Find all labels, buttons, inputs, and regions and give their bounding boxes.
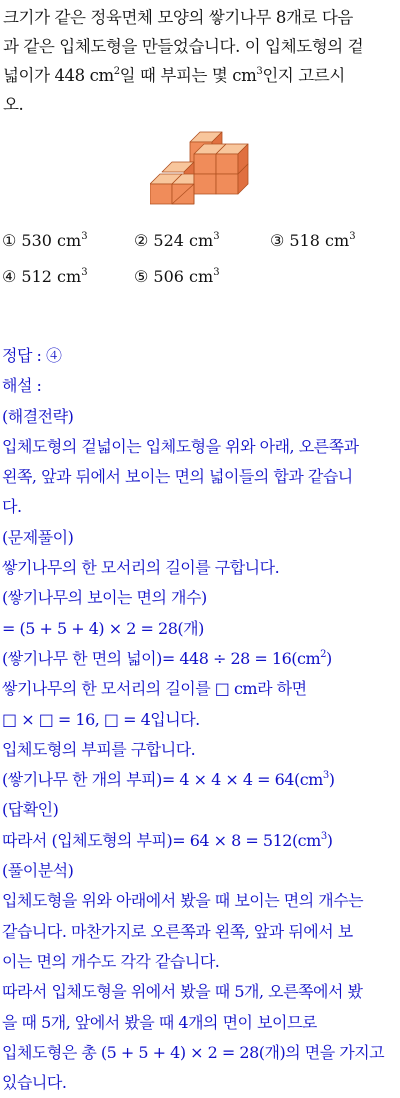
superscript: 2 — [320, 648, 327, 660]
solution-fragment: 따라서 (입체도형의 부피)= 64 × 8 = 512(cm — [2, 830, 321, 850]
solution-line — [2, 826, 398, 856]
question-fragment: 일 때 부피는 몇 cm — [119, 66, 257, 85]
choice-4[interactable] — [2, 262, 88, 291]
cube-stack-figure — [150, 128, 250, 210]
solution-line: = (5 + 5 + 4) × 2 = 28(개) — [2, 618, 204, 638]
solution-line: 같습니다. 마찬가지로 오른쪽과 왼쪽, 앞과 뒤에서 보 — [2, 921, 353, 941]
superscript: 3 — [213, 231, 220, 242]
answer-line: 정답 : ④ — [2, 346, 62, 365]
choice-label: ① 530 cm — [2, 231, 82, 250]
question-fragment: 인지 고르시 — [262, 66, 345, 85]
solution — [2, 341, 398, 1098]
superscript: 3 — [81, 231, 88, 242]
question-fragment: 넓이가 448 cm — [3, 66, 114, 85]
choice-label: ④ 512 cm — [2, 267, 82, 286]
superscript: 3 — [81, 267, 88, 278]
solution-line: □ × □ = 16, □ = 4입니다. — [2, 709, 200, 729]
solution-line: (쌓기나무의 보이는 면의 개수) — [2, 588, 207, 608]
solution-line: 입체도형의 부피를 구합니다. — [2, 739, 196, 759]
solution-fragment: (쌓기나무 한 면의 넓이)= 448 ÷ 28 = 16(cm — [2, 648, 321, 668]
solution-line: 다. — [2, 497, 22, 517]
choice-label: ③ 518 cm — [270, 231, 350, 250]
choice-2[interactable] — [134, 226, 220, 255]
solution-line: 따라서 입체도형을 위에서 봤을 때 5개, 오른쪽에서 봤 — [2, 982, 363, 1002]
superscript: 3 — [213, 267, 220, 278]
choice-5[interactable] — [134, 262, 220, 291]
choice-label: ⑤ 506 cm — [134, 267, 214, 286]
solution-line: 입체도형을 위와 아래에서 봤을 때 보이는 면의 개수는 — [2, 891, 364, 911]
question-text — [3, 3, 397, 119]
solution-line — [2, 765, 398, 795]
solution-fragment: ) — [328, 770, 335, 790]
choice-3[interactable] — [270, 226, 356, 255]
section-heading: (문제풀이) — [2, 527, 74, 547]
section-heading: (해결전략) — [2, 406, 74, 426]
superscript: 3 — [320, 830, 327, 842]
solution-line: 쌓기나무의 한 모서리의 길이를 구합니다. — [2, 558, 280, 578]
explanation-heading: 해설 : — [2, 376, 42, 396]
solution-line: 입체도형은 총 (5 + 5 + 4) × 2 = 28(개)의 면을 가지고 — [2, 1042, 385, 1062]
solution-line: 이는 면의 개수도 각각 같습니다. — [2, 951, 220, 971]
solution-fragment: ) — [326, 830, 333, 850]
choice-1[interactable] — [2, 226, 88, 255]
cube — [194, 144, 248, 174]
solution-line: 입체도형의 겉넓이는 입체도형을 위와 아래, 오른쪽과 — [2, 436, 359, 456]
solution-line: 왼쪽, 앞과 뒤에서 보이는 면의 넓이들의 합과 같습니 — [2, 467, 353, 487]
solution-line: 쌓기나무의 한 모서리의 길이를 □ cm라 하면 — [2, 679, 307, 699]
choice-label: ② 524 cm — [134, 231, 214, 250]
superscript: 3 — [349, 231, 356, 242]
solution-fragment: ) — [326, 648, 332, 668]
solution-line: 있습니다. — [2, 1073, 67, 1093]
solution-fragment: (쌓기나무 한 개의 부피)= 4 × 4 × 4 = 64(cm — [2, 770, 323, 790]
solution-line: 을 때 5개, 앞에서 봤을 때 4개의 면이 보이므로 — [2, 1012, 317, 1032]
question-line: 오. — [3, 95, 24, 114]
section-heading: (답확인) — [2, 800, 59, 820]
question-line — [3, 61, 397, 90]
superscript: 3 — [322, 770, 329, 782]
superscript: 3 — [256, 66, 263, 77]
superscript: 2 — [113, 66, 120, 77]
question-line: 크기가 같은 정육면체 모양의 쌓기나무 8개로 다음 — [3, 8, 353, 27]
question-line: 과 같은 입체도형을 만들었습니다. 이 입체도형의 겉 — [3, 37, 364, 56]
solution-line — [2, 644, 398, 674]
section-heading: (풀이분석) — [2, 861, 74, 881]
